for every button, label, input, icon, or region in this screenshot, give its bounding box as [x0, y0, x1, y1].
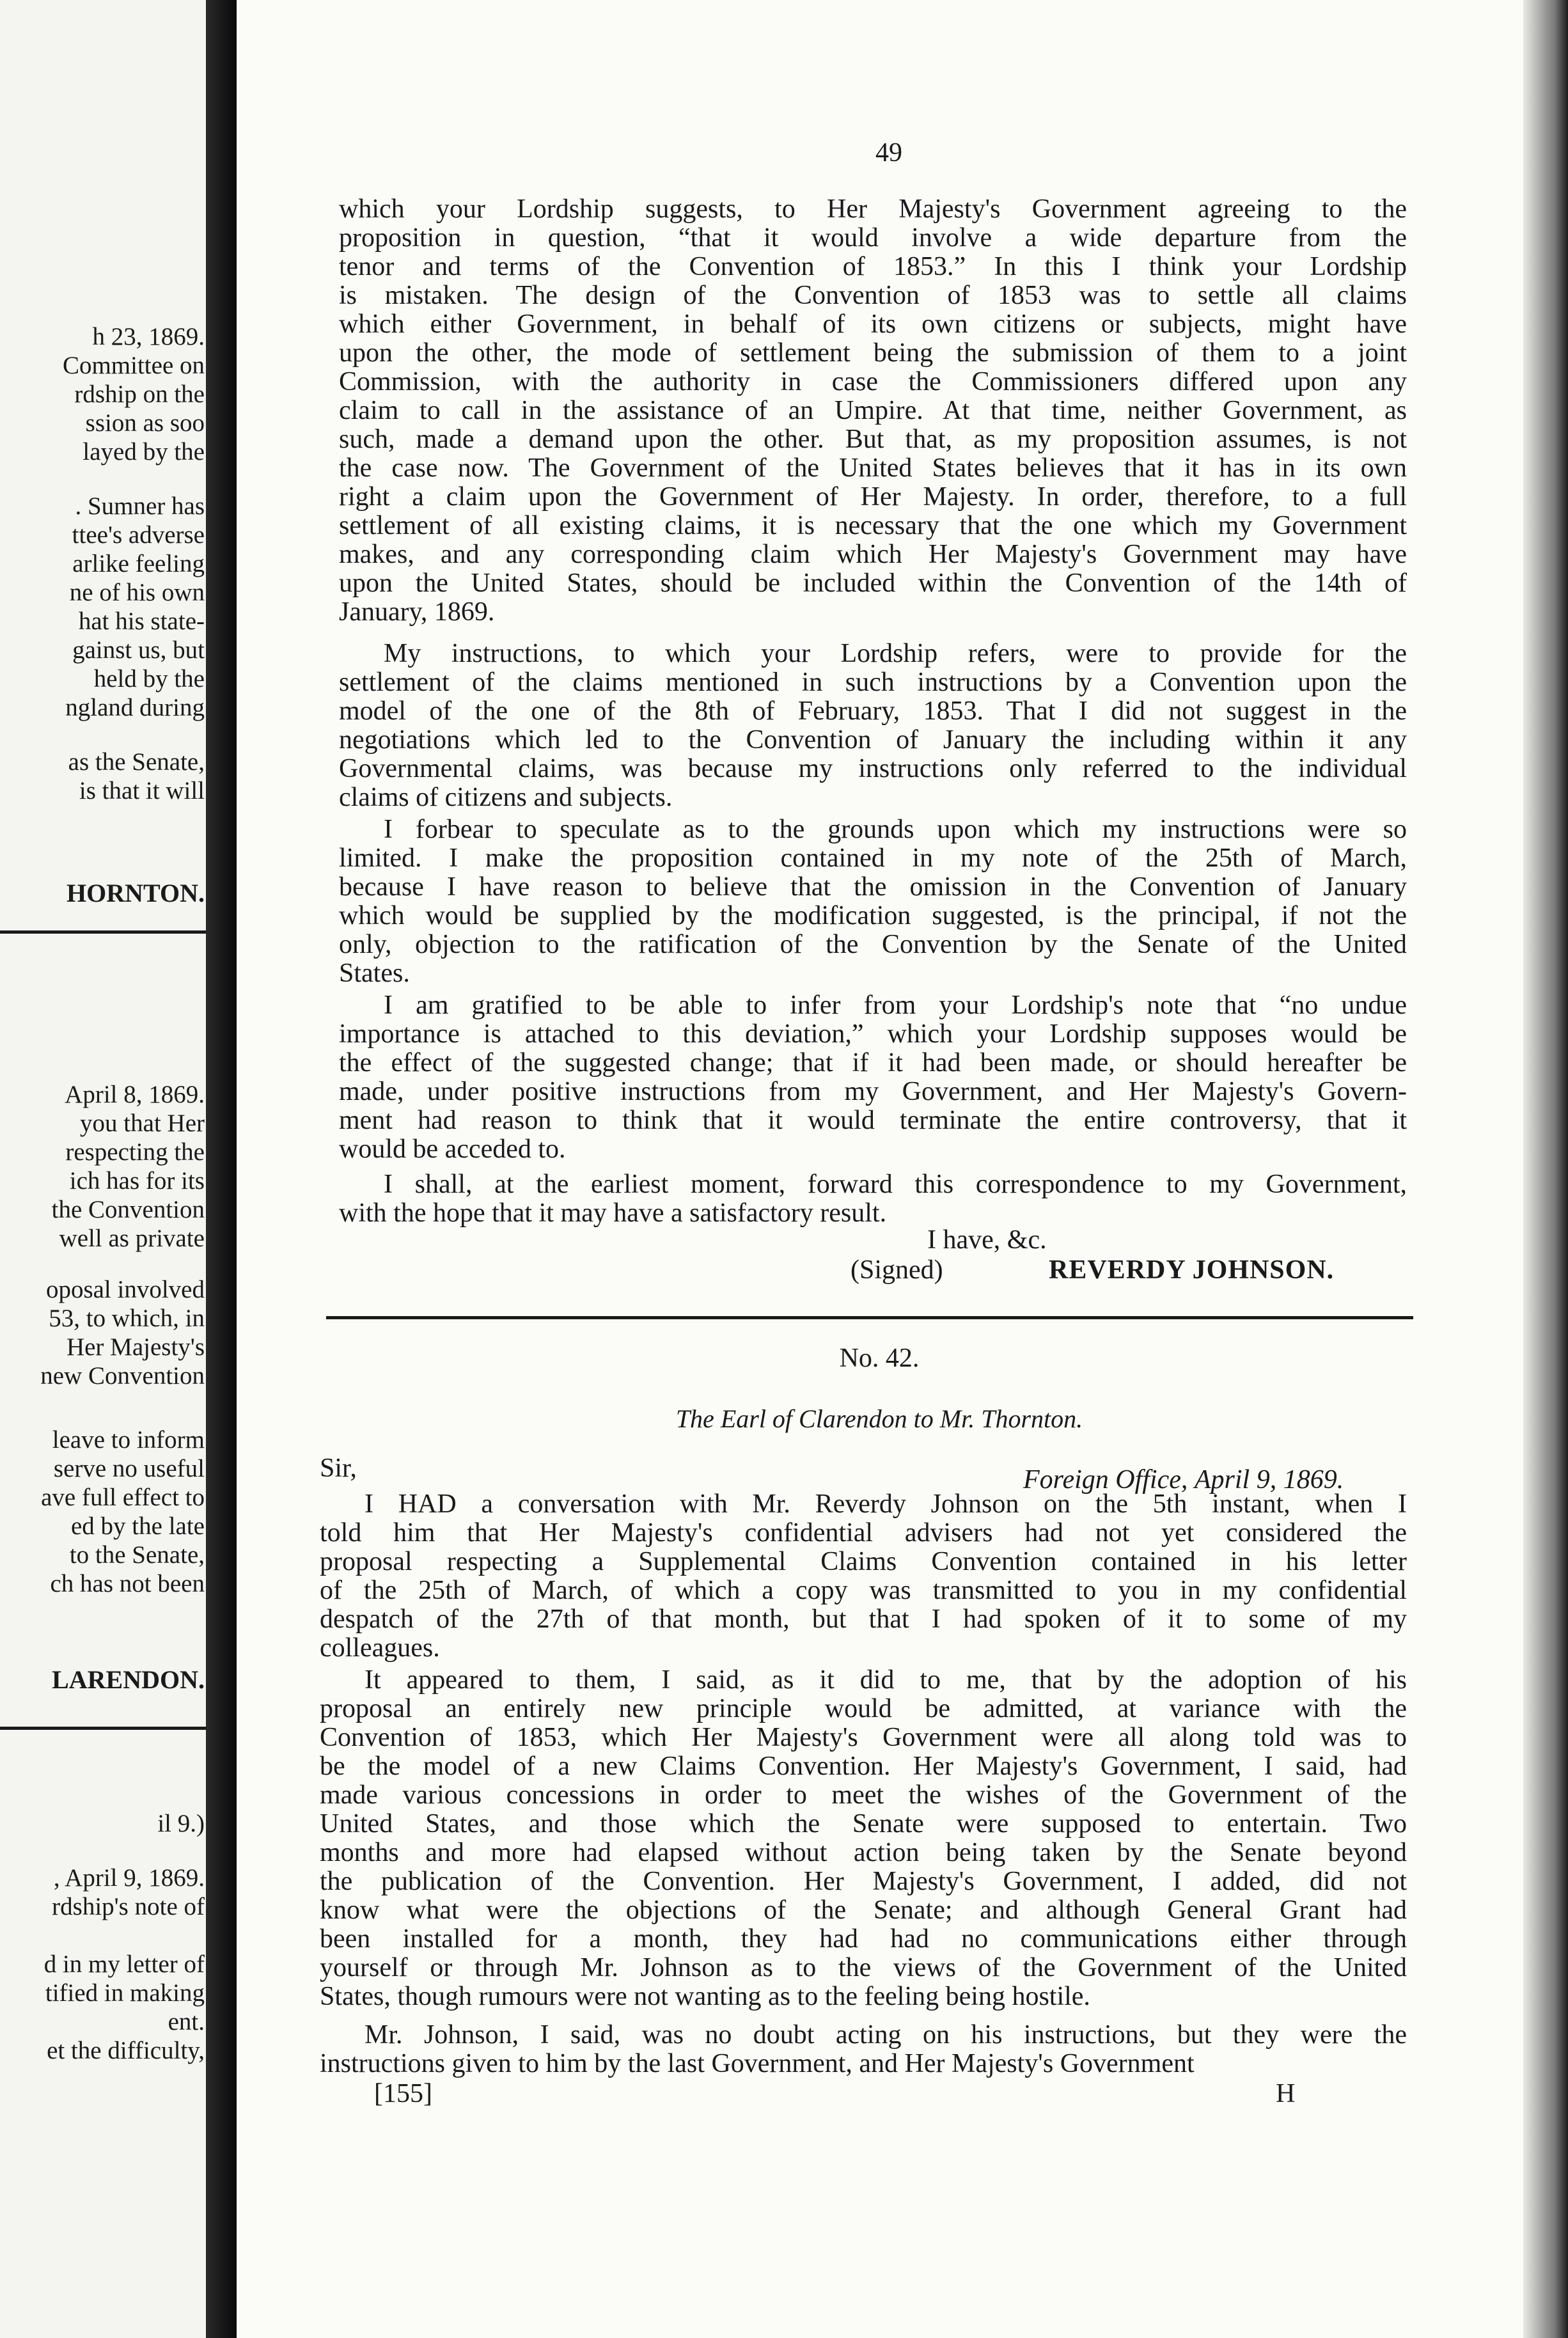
closing-text: I have, &c. — [927, 1225, 1047, 1255]
text-line: I forbear to speculate as to the grounds upon which my instructions were so — [384, 815, 1407, 844]
page-edge — [1523, 0, 1568, 2338]
left-page-line: new Convention — [40, 1362, 205, 1390]
text-line: proposal respecting a Supplemental Claims Convention contained in his letter — [320, 1547, 1407, 1576]
left-page-line: as the Senate, — [68, 748, 205, 776]
left-page-line: ich has for its — [69, 1167, 205, 1195]
left-page-line: . Sumner has — [75, 492, 205, 520]
signature: REVERDY JOHNSON. — [1049, 1255, 1335, 1285]
text-line: instructions given to him by the last Government, and Her Majesty's Government — [320, 2049, 1195, 2078]
left-page-line: hat his state- — [78, 608, 205, 635]
text-line: settlement of all existing claims, it is necessary that the one which my Government — [339, 511, 1407, 540]
section-divider — [326, 1316, 1413, 1319]
left-page-line: gainst us, but — [72, 636, 205, 664]
text-line: despatch of the 27th of that month, but that I had spoken of it to some of my — [320, 1604, 1407, 1634]
text-line: of the 25th of March, of which a copy was transmitted to you in my confidential — [320, 1576, 1407, 1605]
text-line: importance is attached to this deviation,” which your Lordship supposes would be — [339, 1019, 1407, 1049]
text-line: know what were the objections of the Senate; and although General Grant had — [320, 1895, 1407, 1925]
left-page-line: ed by the late — [71, 1512, 205, 1540]
paragraph-5 — [339, 1170, 1407, 1228]
text-line: the effect of the suggested change; that if it had been made, or should hereafter be — [339, 1048, 1407, 1078]
left-page-divider — [0, 1727, 211, 1730]
text-line: which your Lordship suggests, to Her Majesty's Government agreeing to the — [339, 194, 1407, 224]
text-line: made, under positive instructions from my Government, and Her Majesty's Govern- — [339, 1077, 1407, 1106]
text-line: tenor and terms of the Convention of 1853.” In this I think your Lordship — [339, 252, 1407, 281]
left-page-line: Her Majesty's — [66, 1333, 205, 1361]
left-page-line: to the Senate, — [69, 1541, 205, 1569]
left-page-line: well as private — [59, 1225, 205, 1252]
left-page-line: ttee's adverse — [72, 521, 205, 549]
left-page-line: you that Her — [80, 1110, 205, 1137]
left-page-line: April 8, 1869. — [65, 1081, 205, 1108]
text-line: be the model of a new Claims Convention. Her Majesty's Government, I said, had — [320, 1752, 1407, 1781]
left-page-line: tified in making — [45, 1979, 205, 2007]
text-line: right a claim upon the Government of Her Majesty. In order, therefore, to a full — [339, 482, 1407, 512]
letter-paragraph-3 — [320, 2021, 1407, 2078]
text-line: My instructions, to which your Lordship refers, were to provide for the — [384, 639, 1407, 668]
text-line: only, objection to the ratification of the Convention by the Senate of the United — [339, 930, 1407, 959]
left-page-line: Committee on — [62, 352, 205, 379]
left-page-line: d in my letter of — [43, 1950, 205, 1978]
letter-paragraph-2 — [320, 1666, 1407, 2011]
left-page-line: LARENDON. — [52, 1665, 205, 1694]
left-page-line: is that it will — [79, 777, 205, 804]
text-line: claims of citizens and subjects. — [339, 783, 673, 812]
left-page-line: rdship on the — [74, 381, 205, 408]
text-line: months and more had elapsed without action being taken by the Senate beyond — [320, 1838, 1407, 1867]
text-line: ment had reason to think that it would terminate the entire controversy, that it — [339, 1106, 1407, 1135]
right-page — [237, 0, 1568, 2338]
text-line: upon the other, the mode of settlement being the submission of them to a joint — [339, 338, 1407, 368]
left-page-line: , April 9, 1869. — [53, 1864, 205, 1892]
left-page-line: ssion as soo — [85, 409, 205, 437]
left-page-fragment — [0, 0, 211, 2338]
text-line: limited. I make the proposition contained in my note of the 25th of March, — [339, 843, 1407, 873]
text-line: Governmental claims, was because my instructions only referred to the individual — [339, 754, 1407, 783]
text-line: Convention of 1853, which Her Majesty's Government were all along told was to — [320, 1723, 1407, 1752]
text-line: It appeared to them, I said, as it did to me, that by the adoption of his — [365, 1665, 1407, 1695]
text-line: told him that Her Majesty's confidential advisers had not yet considered the — [320, 1518, 1407, 1548]
text-line: model of the one of the 8th of February, 1853. That I did not suggest in the — [339, 696, 1407, 726]
paragraph-4 — [339, 991, 1407, 1164]
left-page-line: the Convention — [51, 1196, 205, 1223]
letter-paragraph-1 — [320, 1490, 1407, 1663]
document-number: No. 42. — [839, 1344, 920, 1373]
text-line: claim to call in the assistance of an Umpire. At that time, neither Government, as — [339, 396, 1407, 425]
left-page-line: HORNTON. — [67, 879, 205, 907]
text-line: settlement of the claims mentioned in such instructions by a Convention upon the — [339, 668, 1407, 697]
text-line: been installed for a month, they had had no communications either through — [320, 1924, 1407, 1954]
text-line: yourself or through Mr. Johnson as to the views of the Government of the United — [320, 1953, 1407, 1982]
text-line: with the hope that it may have a satisfactory result. — [339, 1198, 887, 1228]
left-page-line: serve no useful — [53, 1455, 205, 1482]
left-page-line: 53, to which, in — [49, 1305, 205, 1332]
signed-label: (Signed) — [851, 1255, 943, 1285]
text-line: I am gratified to be able to infer from your Lordship's note that “no undue — [384, 991, 1407, 1020]
left-page-line: h 23, 1869. — [92, 323, 205, 350]
text-line: such, made a demand upon the other. But that, as my proposition assumes, is not — [339, 425, 1407, 454]
text-line: which would be supplied by the modification suggested, is the principal, if not the — [339, 901, 1407, 930]
text-line: is mistaken. The design of the Convention of 1853 was to settle all claims — [339, 281, 1407, 310]
text-line: upon the United States, should be included within the Convention of the 14th of — [339, 569, 1407, 598]
left-page-line: il 9.) — [157, 1810, 205, 1837]
paragraph-1 — [339, 195, 1407, 627]
text-line: the publication of the Convention. Her Majesty's Government, I added, did not — [320, 1867, 1407, 1896]
text-line: proposition in question, “that it would involve a wide departure from the — [339, 223, 1407, 253]
left-page-divider — [0, 930, 211, 934]
text-line: Mr. Johnson, I said, was no doubt acting on his instructions, but they were the — [365, 2020, 1407, 2050]
left-page-line: ave full effect to — [41, 1484, 205, 1511]
dateline-place: Foreign Office, — [1023, 1465, 1188, 1495]
dateline-date: April 9, 1869. — [1194, 1465, 1344, 1495]
text-line: colleagues. — [320, 1633, 440, 1663]
text-line: because I have reason to believe that the omission in the Convention of January — [339, 872, 1407, 902]
page-number: 49 — [875, 138, 902, 168]
left-page-line: ent. — [168, 2008, 205, 2036]
document-heading: The Earl of Clarendon to Mr. Thornton. — [675, 1404, 1083, 1433]
left-page-line: ne of his own — [69, 579, 205, 606]
text-line: made various concessions in order to meet the wishes of the Government of the — [320, 1780, 1407, 1810]
left-page-line: arlike feeling — [72, 550, 205, 577]
left-page-line: oposal involved — [45, 1276, 205, 1303]
left-page-line: ngland during — [65, 694, 205, 721]
left-page-line: layed by the — [82, 438, 205, 466]
text-line: makes, and any corresponding claim which Her Majesty's Government may have — [339, 540, 1407, 569]
text-line: January, 1869. — [339, 597, 495, 627]
left-page-line: respecting the — [65, 1138, 205, 1166]
text-line: the case now. The Government of the United States believes that it has in its own — [339, 453, 1407, 483]
left-page-line: ch has not been — [50, 1570, 205, 1597]
salutation: Sir, — [320, 1454, 357, 1483]
text-line: I HAD a conversation with Mr. Reverdy Johnson on the 5th instant, when I — [365, 1489, 1407, 1519]
left-page-line: held by the — [93, 665, 205, 693]
text-line: proposal an entirely new principle would be admitted, at variance with the — [320, 1694, 1407, 1723]
left-page-line: leave to inform — [52, 1426, 205, 1454]
left-page-line: rdship's note of — [52, 1893, 205, 1920]
text-line: Commission, with the authority in case the Commissioners differed upon any — [339, 367, 1407, 396]
text-line: which either Government, in behalf of its own citizens or subjects, might have — [339, 310, 1407, 339]
text-line: States, though rumours were not wanting as to the feeling being hostile. — [320, 1982, 1090, 2011]
paragraph-3 — [339, 815, 1407, 988]
text-line: United States, and those which the Senate were supposed to entertain. Two — [320, 1809, 1407, 1839]
gathering-mark: H — [1276, 2079, 1296, 2108]
signature-mark: [155] — [374, 2079, 432, 2108]
text-line: States. — [339, 959, 410, 988]
text-line: I shall, at the earliest moment, forward this correspondence to my Government, — [384, 1170, 1407, 1199]
left-page-line: et the difficulty, — [47, 2037, 205, 2064]
text-line: negotiations which led to the Convention of January the including within it any — [339, 725, 1407, 755]
text-line: would be acceded to. — [339, 1134, 566, 1164]
paragraph-2 — [339, 639, 1407, 812]
